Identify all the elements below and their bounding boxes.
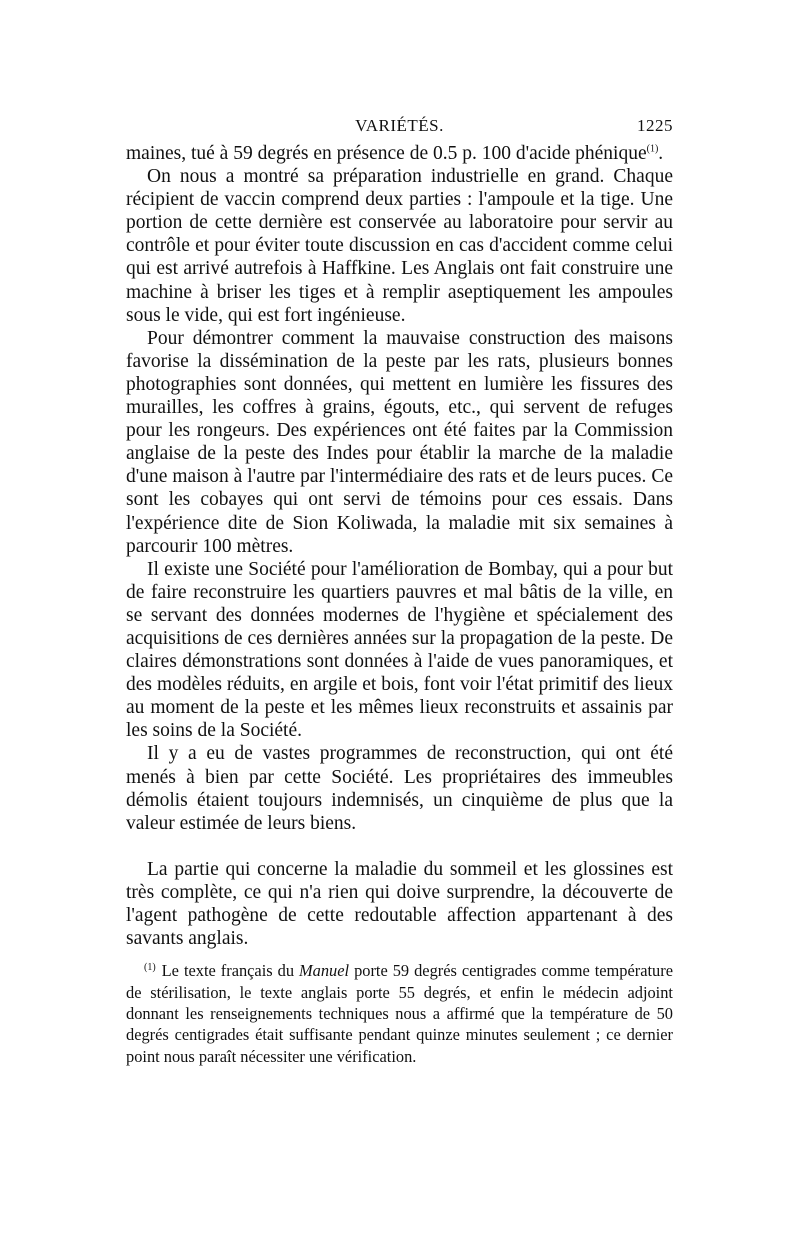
paragraph-bombay-society: Il existe une Société pour l'amélioration de Bombay, qui a pour but de faire reconstruire les quartiers pauvres et mal bâtis de la ville, en se servant des données modernes de l'hygiène et spécialement des acquisitions de ces dernières années sur la propagation de la peste. De claires démonstrations sont données à l'aide de vues panoramiques, et des modèles réduits, en argile et bois, font voir l'état primitif des lieux au moment de la peste et les mêmes lieux reconstruits et assainis par les soins de la Société. <box>126 558 673 742</box>
footnote <box>126 960 673 1067</box>
article-body <box>126 142 673 950</box>
page-header <box>126 112 673 142</box>
paragraph-reconstruction: Il y a eu de vastes programmes de reconstruction, qui ont été menés à bien par cette Société. Les propriétaires des immeubles démolis étaient toujours indemnisés, un cinquième de plus que la valeur estimée de leurs biens. <box>126 743 673 834</box>
paragraph-vaccine-preparation: On nous a montré sa préparation industrielle en grand. Chaque récipient de vaccin comprend deux parties : l'ampoule et la tige. Une portion de cette dernière est conservée au laboratoire pour servir au contrôle et pour éviter toute discussion en cas d'accident comme celui qui est arrivé autrefois à Haffkine. Les Anglais ont fait construire une machine à briser les tiges et à remplir aseptiquement les ampoules sous le vide, qui est fort ingénieuse. <box>126 166 673 326</box>
paragraph-end: . <box>658 143 664 164</box>
footnote-text: porte 59 degrés centigrades comme température de stérilisation, le texte anglais porte 55 degrés, et enfin le médecin adjoint donnant les renseignements techniques nous a affirmé que la température de 50 degrés centigrades était suffisante pendant quinze minutes seulement ; ce dernier point nous paraît nécessiter une vérification. <box>126 961 673 1066</box>
paragraph-continuation <box>126 142 673 165</box>
footnote-mark: (1) <box>144 961 156 973</box>
footnotes <box>126 960 673 1067</box>
paragraph-sleeping-sickness: La partie qui concerne la maladie du sommeil et les glossines est très complète, ce qui n'a rien qui doive surprendre, la découverte de l'agent pathogène de cette redoutable affection appartenant à des savants anglais. <box>126 858 673 950</box>
footnote-lead: Le texte français du <box>161 961 295 981</box>
footnote-reference[interactable]: (1) <box>646 143 659 155</box>
paragraph-text: maines, tué à 59 degrés en présence de 0.5 p. 100 d'acide phénique <box>126 143 647 164</box>
section-break <box>126 835 673 858</box>
page-number: 1225 <box>637 116 673 135</box>
footnote-title-italic: Manuel <box>299 961 350 981</box>
running-head: VARIÉTÉS. <box>355 116 444 135</box>
journal-page <box>126 112 673 1067</box>
paragraph-rat-dissemination: Pour démontrer comment la mauvaise construction des maisons favorise la dissémination de la peste par les rats, plusieurs bonnes photographies sont données, qui mettent en lumière les fissures des murailles, les coffres à grains, égouts, etc., qui servent de refuges pour les rongeurs. Des expériences ont été faites par la Commission anglaise de la peste des Indes pour établir la marche de la maladie d'une maison à l'autre par l'intermédiaire des rats et de leurs puces. Ce sont les cobayes qui ont servi de témoins pour ces essais. Dans l'expérience dite de Sion Koliwada, la maladie mit six semaines à parcourir 100 mètres. <box>126 327 673 557</box>
